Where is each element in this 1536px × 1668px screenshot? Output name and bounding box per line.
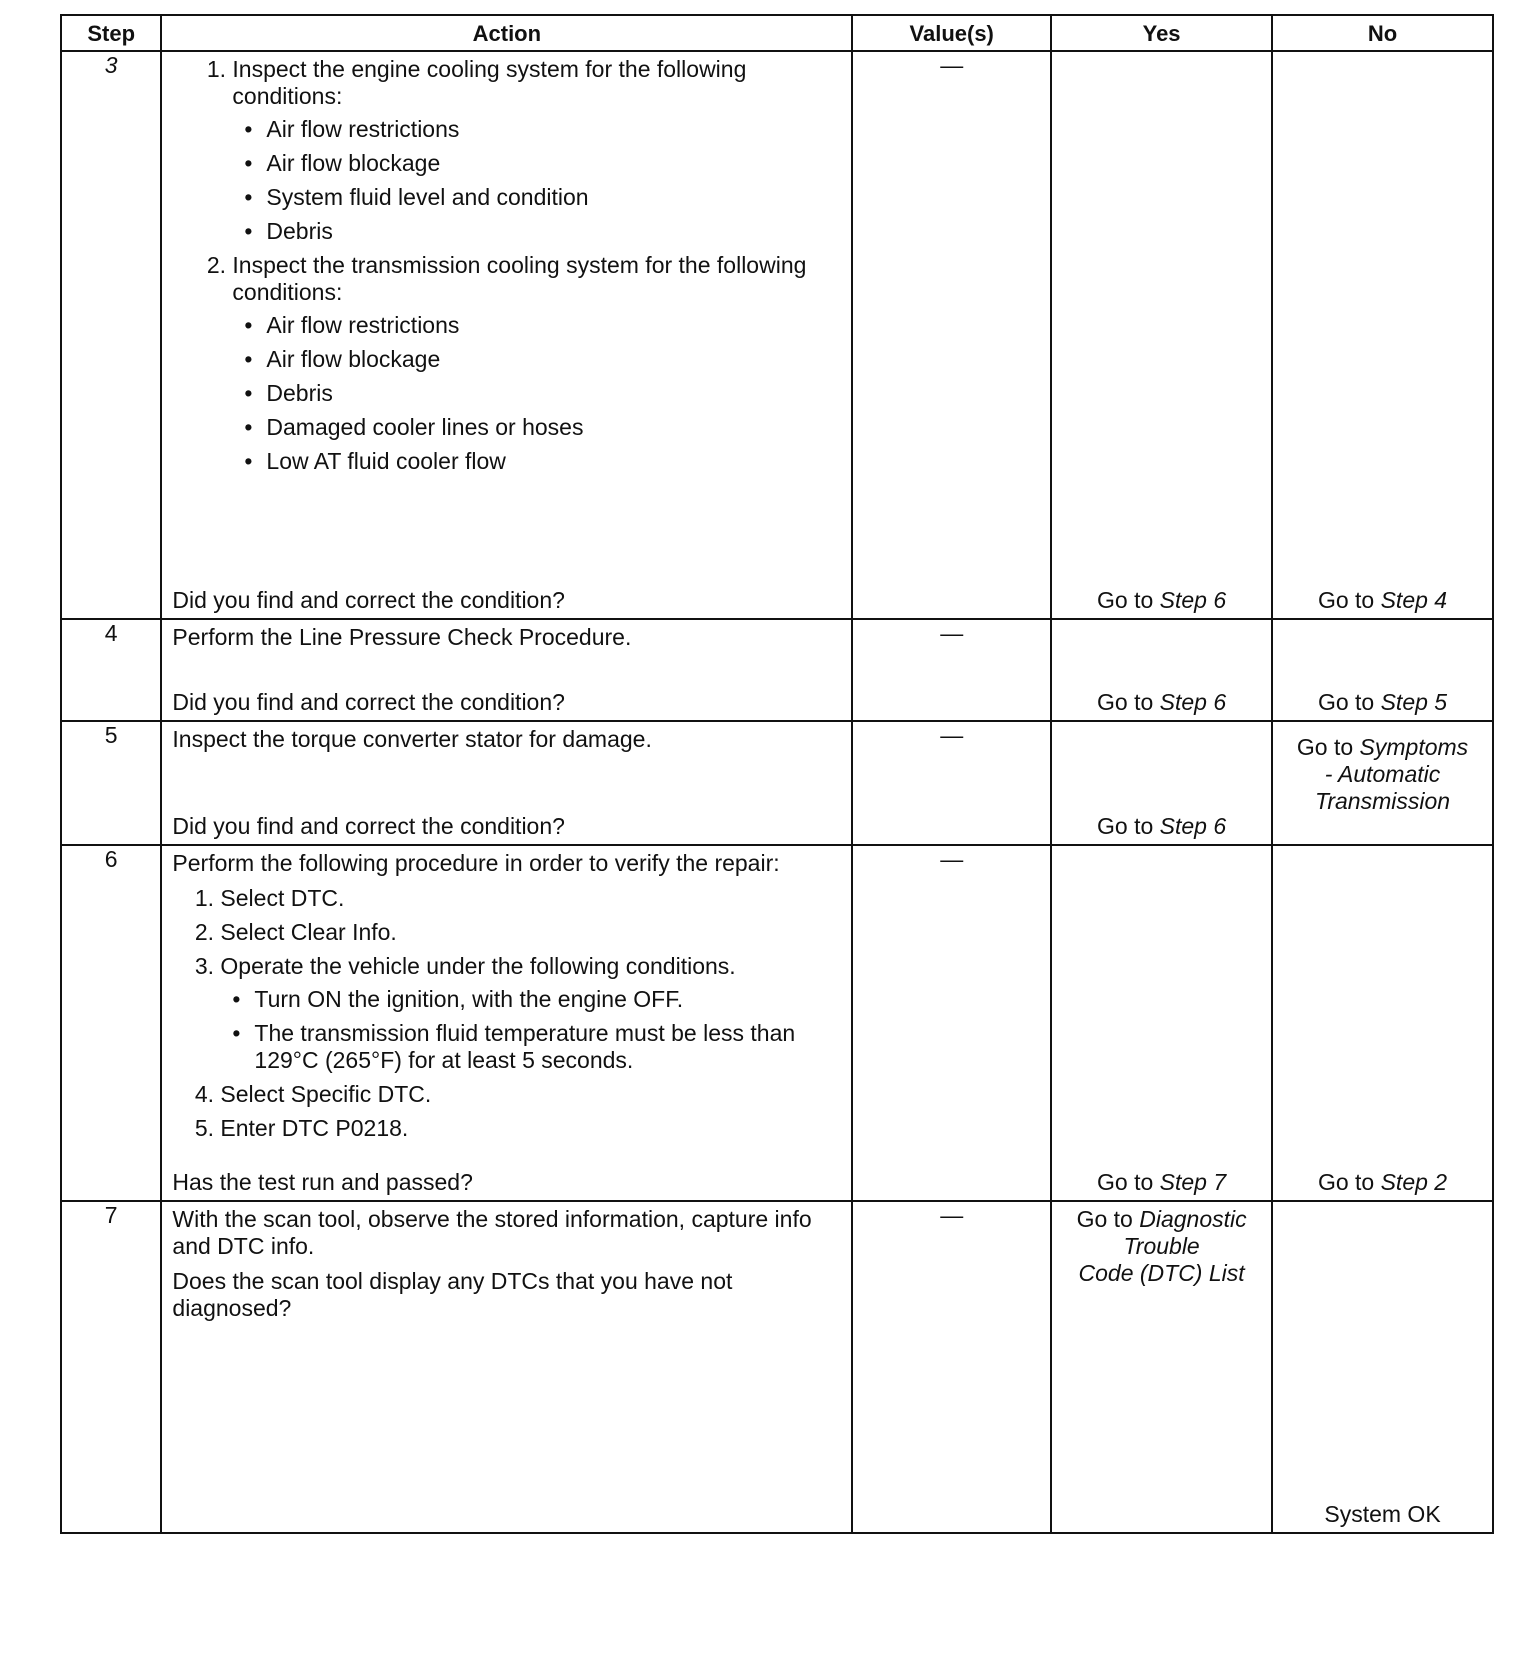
value-cell: — (852, 721, 1051, 845)
yes-cell (1051, 1201, 1272, 1533)
action-intro: Perform the Line Pressure Check Procedure. (172, 624, 632, 650)
header-action: Action (161, 15, 852, 51)
no-cell (1272, 1201, 1493, 1533)
no-goto[interactable]: Go to Step 4 (1317, 587, 1448, 613)
action-item-text: Operate the vehicle under the following conditions. (220, 953, 736, 979)
step-number: 4 (61, 619, 161, 721)
value-cell: — (852, 1201, 1051, 1533)
action-cell (161, 619, 852, 721)
list-item: 2. Select Clear Info. (220, 919, 841, 946)
bullet-item: • Air flow restrictions (242, 116, 841, 143)
no-goto[interactable]: Go to Step 5 (1317, 689, 1448, 715)
step-number: 5 (61, 721, 161, 845)
bullet-item: • Air flow blockage (242, 346, 841, 373)
bullet-item: • Low AT fluid cooler flow (242, 448, 841, 475)
no-cell (1272, 721, 1493, 845)
table-row (61, 51, 1493, 619)
list-item: 4. Select Specific DTC. (220, 1081, 841, 1108)
bullet-item: • Air flow restrictions (242, 312, 841, 339)
no-cell (1272, 619, 1493, 721)
value-cell: — (852, 51, 1051, 619)
action-question: Does the scan tool display any DTCs that you have not diagnosed? (172, 1268, 733, 1321)
action-intro: Perform the following procedure in order to verify the repair: (172, 850, 780, 876)
no-goto[interactable]: Go to Step 2 (1317, 1169, 1448, 1195)
table-row (61, 1201, 1493, 1533)
yes-cell (1051, 619, 1272, 721)
header-step: Step (61, 15, 161, 51)
value-cell: — (852, 619, 1051, 721)
no-cell (1272, 845, 1493, 1201)
action-question: Did you find and correct the condition? (172, 813, 565, 839)
bullet-item: • Air flow blockage (242, 150, 841, 177)
bullet-item: • Turn ON the ignition, with the engine OFF. (230, 986, 841, 1013)
table-row (61, 845, 1493, 1201)
table-row (61, 619, 1493, 721)
action-item-text: Inspect the engine cooling system for the following conditions: (232, 56, 747, 109)
action-intro: With the scan tool, observe the stored information, capture info and DTC info. (172, 1206, 812, 1259)
list-item (232, 252, 841, 475)
yes-cell (1051, 721, 1272, 845)
list-item (220, 953, 841, 1074)
bullet-item: • Damaged cooler lines or hoses (242, 414, 841, 441)
step-number: 7 (61, 1201, 161, 1533)
header-yes: Yes (1051, 15, 1272, 51)
bullet-item: • System fluid level and condition (242, 184, 841, 211)
step-number: 6 (61, 845, 161, 1201)
bullet-item: • Debris (242, 380, 841, 407)
action-item-text: Inspect the transmission cooling system for the following conditions: (232, 252, 807, 305)
action-question: Did you find and correct the condition? (172, 689, 565, 715)
no-cell (1272, 51, 1493, 619)
table-row (61, 721, 1493, 845)
yes-goto[interactable]: Go to Diagnostic Trouble Code (DTC) List (1076, 1206, 1247, 1286)
action-intro: Inspect the torque converter stator for damage. (172, 726, 652, 752)
diagnostic-table (60, 14, 1494, 1534)
action-question: Did you find and correct the condition? (172, 587, 565, 613)
action-cell (161, 51, 852, 619)
list-item: 5. Enter DTC P0218. (220, 1115, 841, 1142)
list-item: 1. Select DTC. (220, 885, 841, 912)
list-item (232, 56, 841, 245)
action-cell (161, 721, 852, 845)
header-row (61, 15, 1493, 51)
bullet-item: • Debris (242, 218, 841, 245)
step-number: 3 (61, 51, 161, 619)
action-question: Has the test run and passed? (172, 1169, 473, 1195)
yes-goto[interactable]: Go to Step 6 (1097, 587, 1227, 613)
action-cell (161, 845, 852, 1201)
yes-cell (1051, 845, 1272, 1201)
header-values: Value(s) (852, 15, 1051, 51)
no-result: System OK (1324, 1501, 1441, 1527)
header-no: No (1272, 15, 1493, 51)
action-cell (161, 1201, 852, 1533)
yes-goto[interactable]: Go to Step 6 (1097, 689, 1227, 715)
value-cell: — (852, 845, 1051, 1201)
yes-cell (1051, 51, 1272, 619)
yes-goto[interactable]: Go to Step 7 (1097, 1169, 1227, 1195)
no-goto[interactable]: Go to Symptoms - Automatic Transmission (1296, 734, 1469, 814)
bullet-item: • The transmission fluid temperature must be less than 129°C (265°F) for at least 5 seconds. (230, 1020, 841, 1074)
yes-goto[interactable]: Go to Step 6 (1097, 813, 1227, 839)
